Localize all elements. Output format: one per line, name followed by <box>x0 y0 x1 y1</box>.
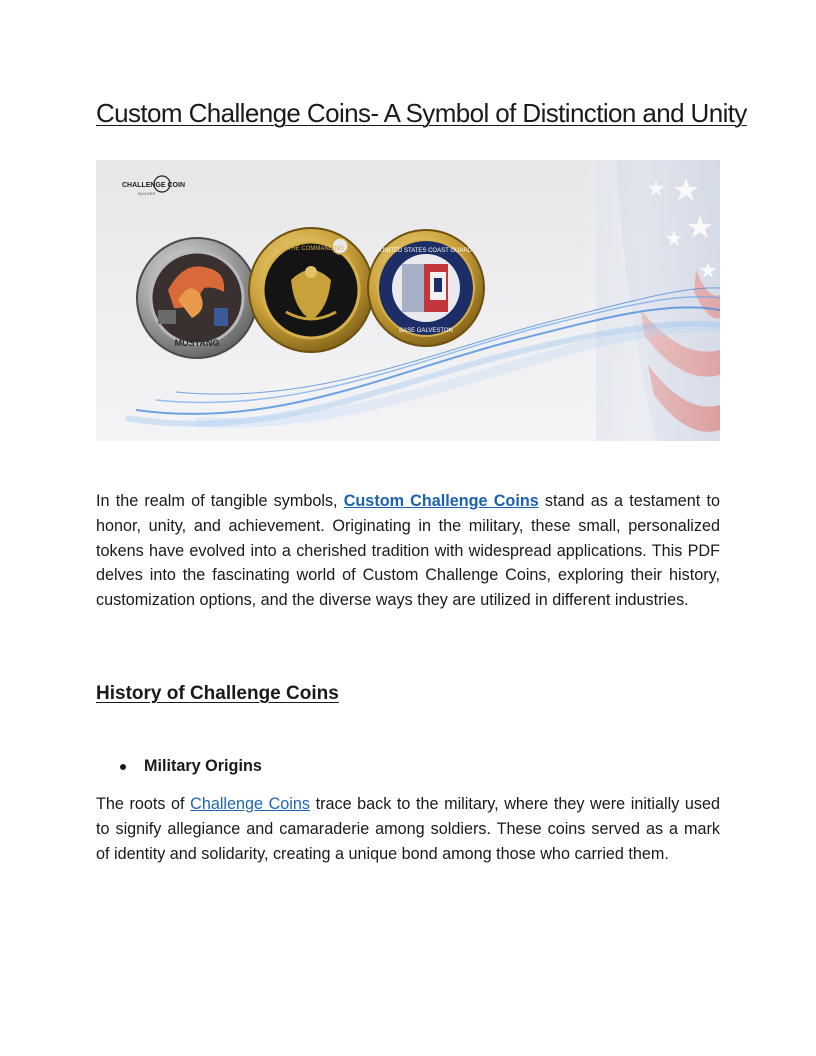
military-origins-bullet <box>120 757 262 776</box>
coin-army-seal <box>249 228 373 352</box>
coin-mustang <box>137 238 257 358</box>
intro-text-after: stand as a testament to honor, unity, and achievement. Originating in the military, these small, personalized tokens have evolved into a cherished tradition with widespread applications. This PDF delves into the fascinating world of Custom Challenge Coins, exploring their history, customization options, and the diverse ways they are utilized in different industries. <box>96 492 720 610</box>
roots-text-after: trace back to the military, where they were initially used to signify allegiance and camaraderie among soldiers. These coins served as a mark of identity and solidarity, creating a unique bond among those who carried them. <box>96 795 720 863</box>
flag-background <box>576 160 720 441</box>
bullet-dot-icon <box>120 764 126 770</box>
bullet-label: Military Origins <box>144 757 262 775</box>
coin-coast-guard <box>368 230 484 346</box>
intro-text-before: In the realm of tangible symbols, <box>96 492 344 510</box>
coin-coast-text-bottom: BASE GALVESTON <box>399 328 453 334</box>
coin-coast-text-top: UNITED STATES COAST GUARD <box>379 248 473 254</box>
history-heading: History of Challenge Coins <box>96 683 339 704</box>
logo-bottom-text: BUILDER <box>138 191 156 196</box>
coin-army-text: BY THE COMMANDING <box>278 246 344 252</box>
roots-paragraph <box>96 792 720 866</box>
roots-text-before: The roots of <box>96 795 191 813</box>
logo-top-text: CHALLENGE COIN <box>122 182 185 189</box>
custom-challenge-coins-link[interactable]: Custom Challenge Coins <box>343 492 539 510</box>
banner-image <box>96 160 720 441</box>
page-title: Custom Challenge Coins- A Symbol of Distinction and Unity <box>96 98 747 128</box>
challenge-coins-link[interactable]: Challenge Coins <box>190 795 310 813</box>
coin-mustang-text: MUSTANG <box>174 338 220 348</box>
intro-paragraph <box>96 489 720 613</box>
